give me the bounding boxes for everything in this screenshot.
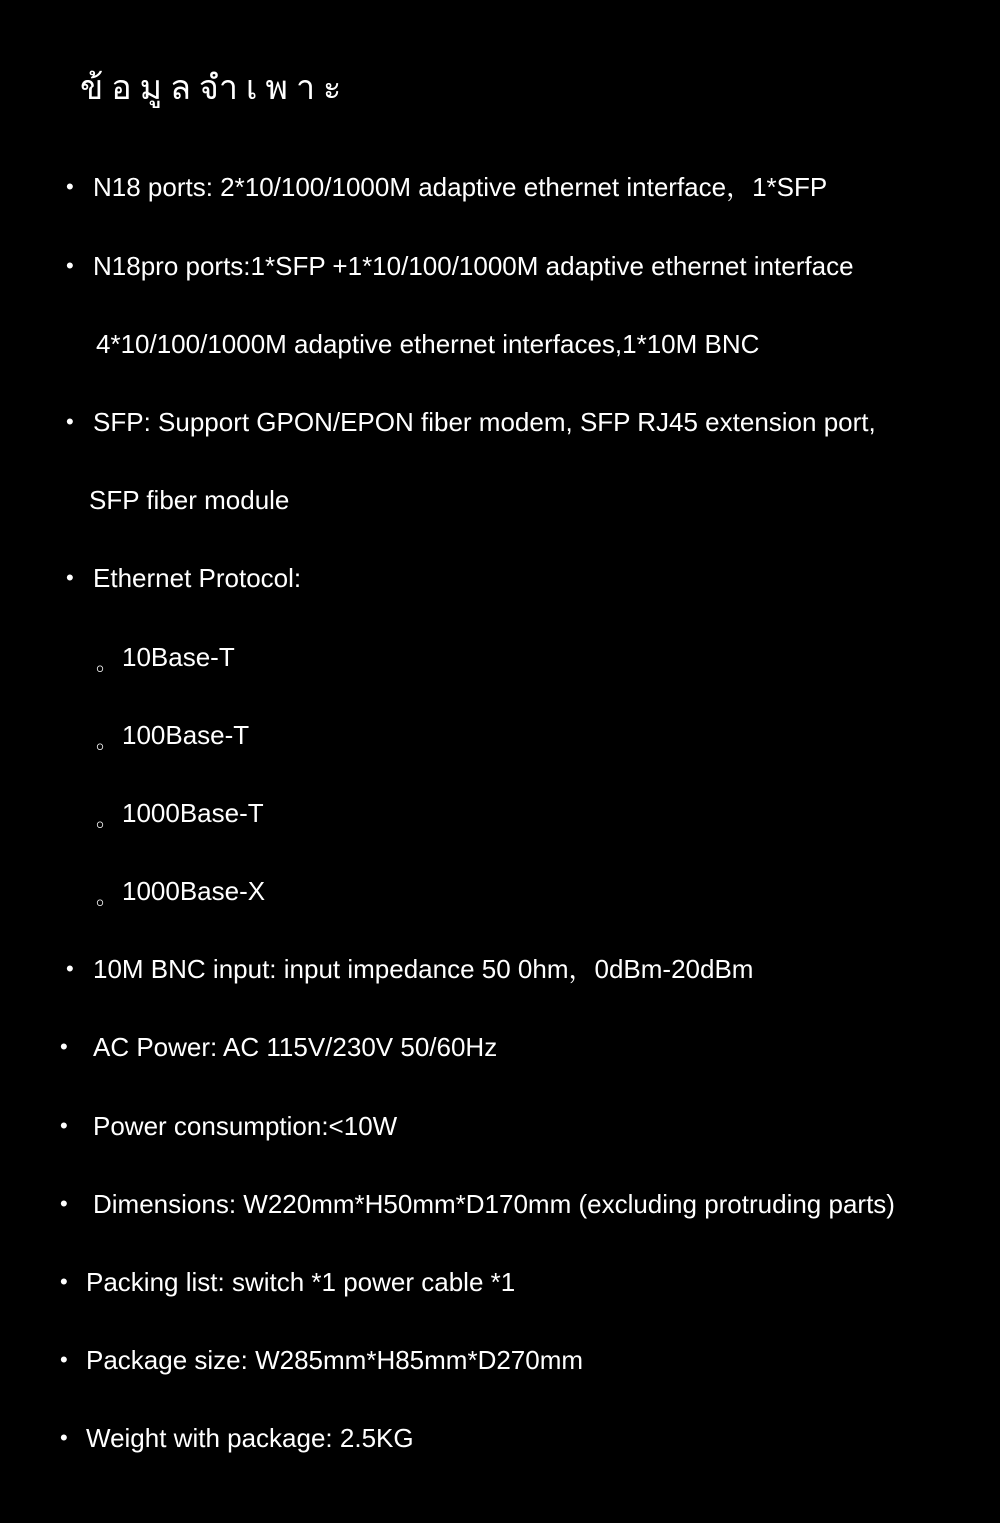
spec-text: Dimensions: W220mm*H50mm*D170mm (excluding protruding parts) — [93, 1189, 895, 1219]
circle-bullet-icon: 。 — [96, 884, 119, 909]
page-title: ข้อมูลจำเพาะ — [80, 68, 350, 108]
bullet-icon: • — [60, 1269, 68, 1294]
circle-bullet-icon: 。 — [96, 728, 119, 753]
spec-text: AC Power: AC 115V/230V 50/60Hz — [93, 1032, 498, 1062]
spec-text: Power consumption:<10W — [93, 1111, 398, 1141]
bullet-icon: • — [66, 253, 74, 278]
spec-text: SFP: Support GPON/EPON fiber modem, SFP RJ45 extension port, — [93, 407, 876, 437]
spec-text: Ethernet Protocol: — [93, 563, 302, 593]
bullet-icon: • — [60, 1191, 68, 1216]
spec-text: 10Base-T — [122, 642, 235, 672]
circle-bullet-icon: 。 — [96, 650, 119, 675]
spec-text: 100Base-T — [122, 720, 250, 750]
bullet-icon: • — [66, 174, 74, 199]
spec-text: N18 ports: 2*10/100/1000M adaptive ethernet interface，1*SFP — [93, 172, 828, 202]
circle-bullet-icon: 。 — [96, 806, 119, 831]
bullet-icon: • — [60, 1347, 68, 1372]
bullet-icon: • — [60, 1113, 68, 1138]
bullet-icon: • — [66, 956, 74, 981]
bullet-icon: • — [60, 1034, 68, 1059]
spec-text: SFP fiber module — [89, 485, 290, 515]
bullet-icon: • — [60, 1425, 68, 1450]
spec-text: 4*10/100/1000M adaptive ethernet interfaces,1*10M BNC — [96, 329, 760, 359]
spec-text: N18pro ports:1*SFP +1*10/100/1000M adaptive ethernet interface — [93, 251, 854, 281]
bullet-icon: • — [66, 565, 74, 590]
spec-text: Weight with package: 2.5KG — [86, 1423, 414, 1453]
spec-text: 10M BNC input: input impedance 50 0hm，0dBm-20dBm — [93, 954, 754, 984]
bullet-icon: • — [66, 409, 74, 434]
spec-text: Package size: W285mm*H85mm*D270mm — [86, 1345, 584, 1375]
spec-text: Packing list: switch *1 power cable *1 — [86, 1267, 516, 1297]
spec-text: 1000Base-X — [122, 876, 266, 906]
spec-text: 1000Base-T — [122, 798, 264, 828]
